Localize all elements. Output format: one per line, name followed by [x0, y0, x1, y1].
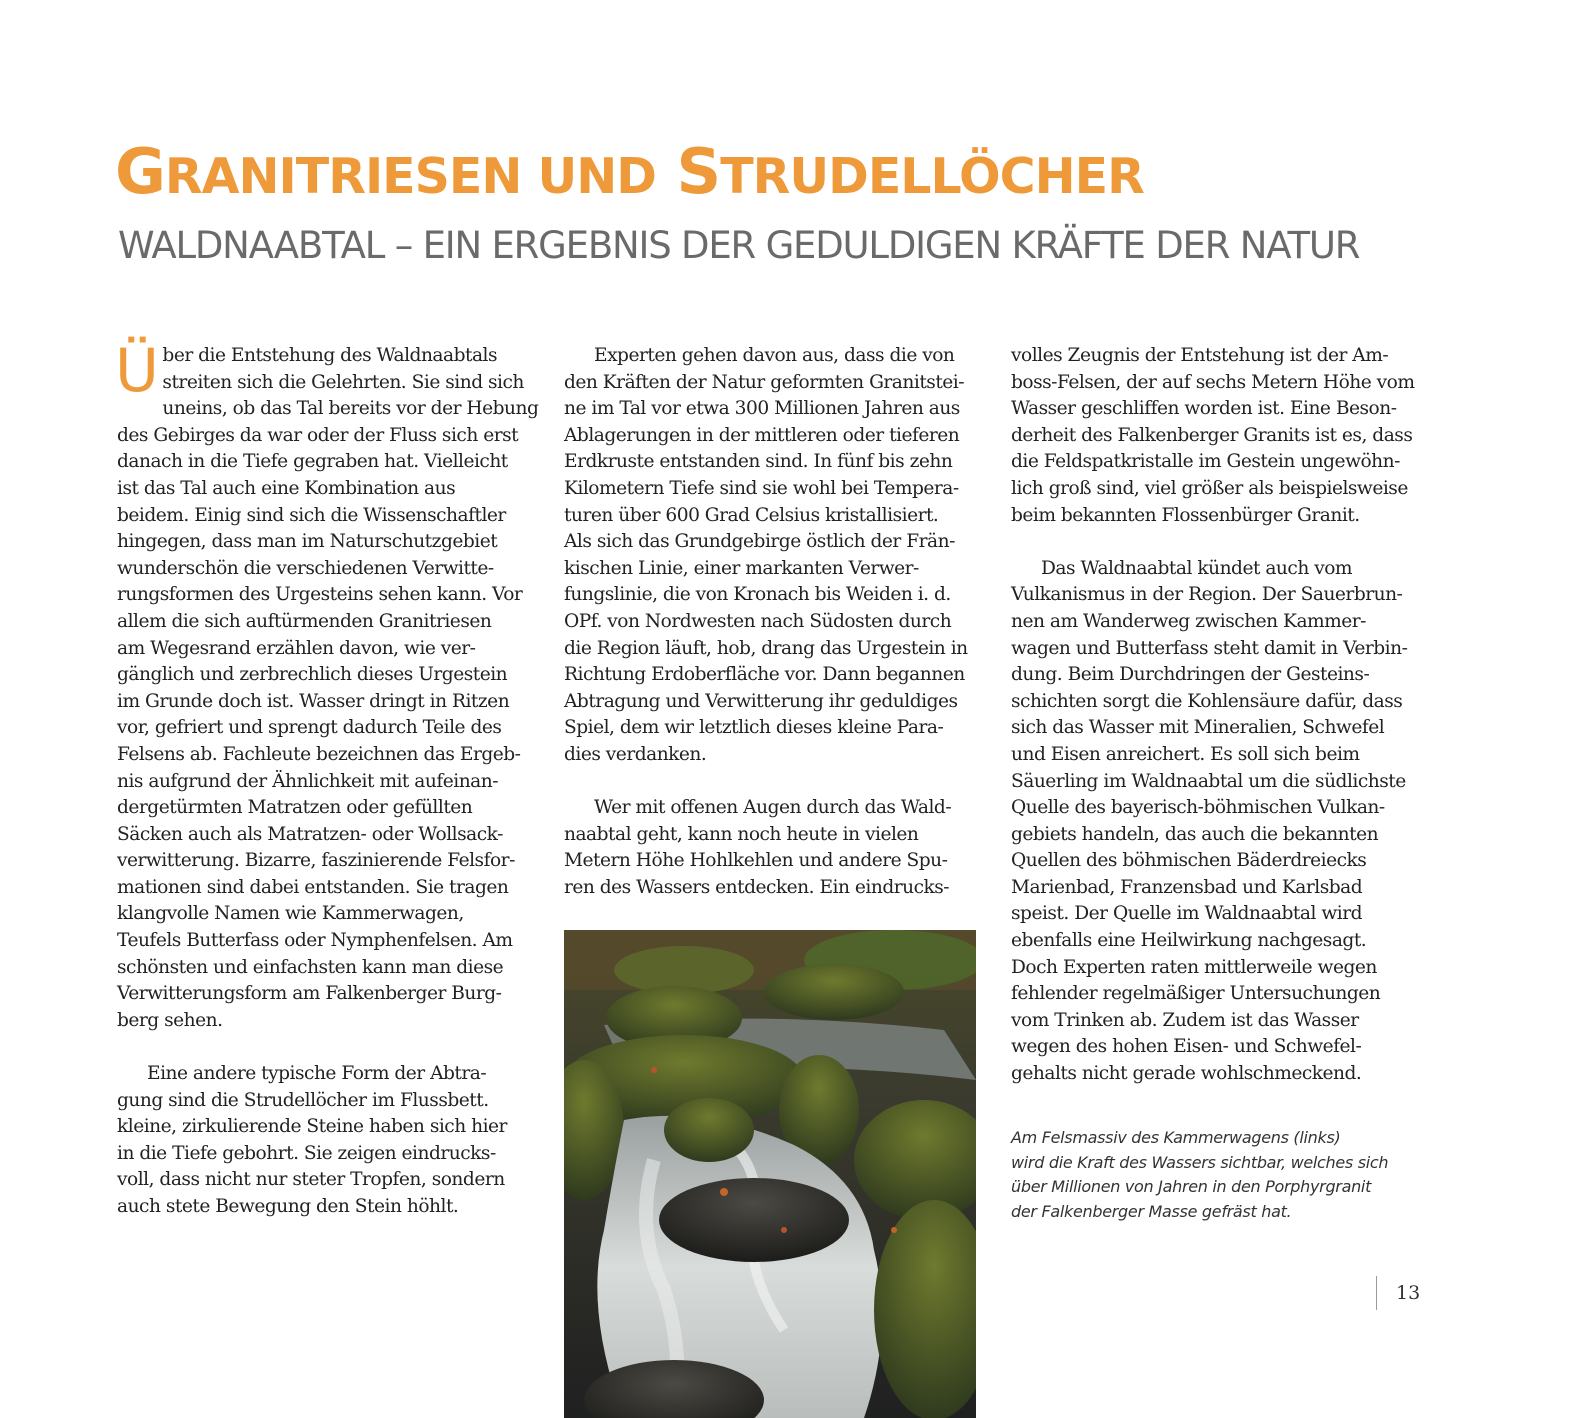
text-line: dergetürmten Matratzen oder gefüllten: [117, 797, 473, 819]
text-line: Richtung Erdoberfläche vor. Dann begannen: [564, 664, 965, 686]
text-line: Das Waldnaabtal kündet auch vom: [1041, 557, 1353, 579]
text-line: Quellen des böhmischen Bäderdreiecks: [1011, 850, 1367, 872]
text-line: Metern Höhe Hohlkehlen und andere Spu-: [564, 850, 948, 872]
text-line: ne im Tal vor etwa 300 Millionen Jahren aus: [564, 398, 960, 420]
paragraph: [115, 336, 539, 1034]
drop-cap: Ü: [115, 336, 159, 406]
text-line: Kilometern Tiefe sind sie wohl bei Tempera-: [564, 477, 959, 499]
text-line: wegen des hohen Eisen- und Schwefel-: [1011, 1036, 1362, 1058]
text-line: im Grunde doch ist. Wasser dringt in Ritzen: [117, 690, 510, 712]
text-line: am Wegesrand erzählen davon, wie ver-: [117, 637, 476, 659]
text-line: speist. Der Quelle im Waldnaabtal wird: [1011, 903, 1363, 925]
text-column-1: [115, 336, 539, 1221]
text-line: danach in die Tiefe gegraben hat. Vielleicht: [117, 451, 508, 473]
text-line: kischen Linie, einer markanten Verwer-: [564, 557, 919, 579]
text-line: über Millionen von Jahren in den Porphyrgranit: [1011, 1177, 1372, 1197]
paragraph: [117, 1061, 535, 1221]
text-line: dies verdanken.: [564, 743, 707, 765]
text-line: fungslinie, die von Kronach bis Weiden i. d.: [564, 584, 951, 606]
text-line: den Kräften der Natur geformten Granitstei-: [564, 371, 965, 393]
text-line: ber die Entstehung des Waldnaabtals: [162, 345, 498, 366]
text-line: wunderschön die verschiedenen Verwitte-: [117, 557, 494, 579]
text-line: ist das Tal auch eine Kombination aus: [117, 477, 456, 499]
text-line: Säuerling im Waldnaabtal um die südlichste: [1011, 770, 1406, 792]
text-line: in die Tiefe gebohrt. Sie zeigen eindrucks-: [117, 1142, 496, 1164]
page-number: 13: [1396, 1282, 1421, 1304]
text-line: ren des Wassers entdecken. Ein eindrucks-: [564, 876, 950, 898]
text-line: fehlender regelmäßiger Untersuchungen: [1011, 983, 1381, 1005]
text-line: Am Felsmassiv des Kammerwagens (links): [1011, 1128, 1341, 1147]
text-line: boss-Felsen, der auf sechs Metern Höhe vom: [1011, 371, 1415, 393]
text-column-2: [564, 343, 982, 901]
text-line: vor, gefriert und sprengt dadurch Teile des: [117, 717, 502, 739]
text-line: Quelle des bayerisch-böhmischen Vulkan-: [1011, 797, 1385, 819]
text-line: Abtragung und Verwitterung ihr geduldiges: [564, 690, 958, 712]
text-line: Eine andere typische Form der Abtra-: [147, 1063, 487, 1085]
paragraph: [1011, 343, 1429, 529]
text-line: vom Trinken ab. Zudem ist das Wasser: [1011, 1009, 1359, 1031]
text-line: kleine, zirkulierende Steine haben sich hier: [117, 1116, 507, 1138]
text-line: schichten sorgt die Kohlensäure dafür, dass: [1011, 690, 1403, 712]
text-line: Als sich das Grundgebirge östlich der Frän-: [564, 531, 955, 553]
text-line: schönsten und einfachsten kann man diese: [117, 956, 504, 978]
text-line: rungsformen des Urgesteins sehen kann. Vor: [117, 584, 523, 606]
text-line: berg sehen.: [117, 1009, 223, 1031]
text-line: nis aufgrund der Ähnlichkeit mit aufeinan-: [117, 770, 499, 792]
text-line: Experten gehen davon aus, dass die von: [594, 345, 955, 366]
text-line: der Falkenberger Masse gefräst hat.: [1011, 1201, 1292, 1221]
text-line: Marienbad, Franzensbad und Karlsbad: [1011, 876, 1363, 898]
text-line: nen am Wanderweg zwischen Kammer-: [1011, 610, 1366, 632]
text-line: streiten sich die Gelehrten. Sie sind sich: [162, 371, 524, 393]
text-line: verwitterung. Bizarre, faszinierende Felsfor-: [117, 850, 515, 872]
text-line: sich das Wasser mit Mineralien, Schwefel: [1011, 717, 1385, 739]
text-line: Säcken auch als Matratzen- oder Wollsack-: [117, 823, 503, 845]
text-line: lich groß sind, viel größer als beispielsweise: [1011, 477, 1408, 499]
text-line: Spiel, dem wir letztlich dieses kleine Para-: [564, 717, 944, 739]
text-line: naabtal geht, kann noch heute in vielen: [564, 823, 919, 845]
river-photo: [564, 930, 976, 1418]
paragraph: [564, 795, 982, 901]
text-column-3: [1011, 343, 1429, 1088]
text-line: Verwitterungsform am Falkenberger Burg-: [117, 983, 502, 1005]
text-line: dung. Beim Durchdringen der Gesteins-: [1011, 664, 1370, 686]
title-rest-1: RANITRIESEN UND: [164, 148, 656, 205]
text-line: Erdkruste entstanden sind. In fünf bis zehn: [564, 451, 953, 473]
text-line: uneins, ob das Tal bereits vor der Hebung: [162, 398, 539, 420]
text-line: derheit des Falkenberger Granits ist es, dass: [1011, 424, 1413, 446]
text-line: des Gebirges da war oder der Fluss sich erst: [117, 424, 519, 446]
paragraph: [564, 343, 982, 769]
text-line: volles Zeugnis der Entstehung ist der Am-: [1011, 345, 1389, 366]
text-line: Wasser geschliffen worden ist. Eine Beson-: [1011, 398, 1397, 420]
paragraph: [1011, 556, 1429, 1088]
text-line: Wer mit offenen Augen durch das Wald-: [594, 797, 952, 819]
photo-caption: [1011, 1126, 1431, 1224]
text-line: voll, dass nicht nur steter Tropfen, sondern: [117, 1169, 505, 1191]
title-rest-2: TRUDELLÖCHER: [720, 148, 1144, 205]
text-line: hingegen, dass man im Naturschutzgebiet: [117, 531, 498, 553]
text-line: die Feldspatkristalle im Gestein ungewöhn-: [1011, 451, 1400, 473]
text-line: gebiets handeln, das auch die bekannten: [1011, 823, 1379, 845]
title-initial-1: G: [115, 135, 165, 208]
page-number-rule: [1376, 1276, 1377, 1310]
title-initial-2: S: [676, 135, 721, 208]
text-line: Ablagerungen in der mittleren oder tieferen: [564, 424, 960, 446]
photo-illustration: [564, 930, 976, 1418]
text-line: OPf. von Nordwesten nach Südosten durch: [564, 610, 952, 632]
text-line: mationen sind dabei entstanden. Sie tragen: [117, 876, 509, 898]
text-line: auch stete Bewegung den Stein höhlt.: [117, 1196, 459, 1217]
text-line: und Eisen anreichert. Es soll sich beim: [1011, 743, 1360, 765]
text-line: wagen und Butterfass steht damit in Verbin-: [1011, 637, 1408, 659]
text-line: gung sind die Strudellöcher im Flussbett.: [117, 1089, 489, 1111]
text-line: Teufels Butterfass oder Nymphenfelsen. Am: [117, 930, 513, 952]
text-line: gänglich und zerbrechlich dieses Urgestein: [117, 664, 508, 686]
text-line: Vulkanismus in der Region. Der Sauerbrun-: [1011, 584, 1403, 606]
page-title: [115, 132, 1495, 217]
text-line: allem die sich auftürmenden Granitriesen: [117, 610, 492, 632]
text-line: ebenfalls eine Heilwirkung nachgesagt.: [1011, 930, 1367, 952]
text-line: klangvolle Namen wie Kammerwagen,: [117, 903, 464, 925]
text-line: wird die Kraft des Wassers sichtbar, welches sich: [1011, 1152, 1389, 1172]
text-line: die Region läuft, hob, drang das Urgestein in: [564, 637, 968, 659]
text-line: beidem. Einig sind sich die Wissenschaftler: [117, 504, 506, 526]
text-line: beim bekannten Flossenbürger Granit.: [1011, 504, 1360, 526]
text-line: Felsens ab. Fachleute bezeichnen das Ergeb-: [117, 743, 521, 765]
text-line: gehalts nicht gerade wohlschmeckend.: [1011, 1063, 1362, 1085]
page-subtitle: WALDNAABTAL – EIN ERGEBNIS DER GEDULDIGEN KRÄFTE DER NATUR: [118, 224, 1360, 267]
text-line: Doch Experten raten mittlerweile wegen: [1011, 956, 1377, 978]
text-line: turen über 600 Grad Celsius kristallisiert.: [564, 504, 939, 526]
